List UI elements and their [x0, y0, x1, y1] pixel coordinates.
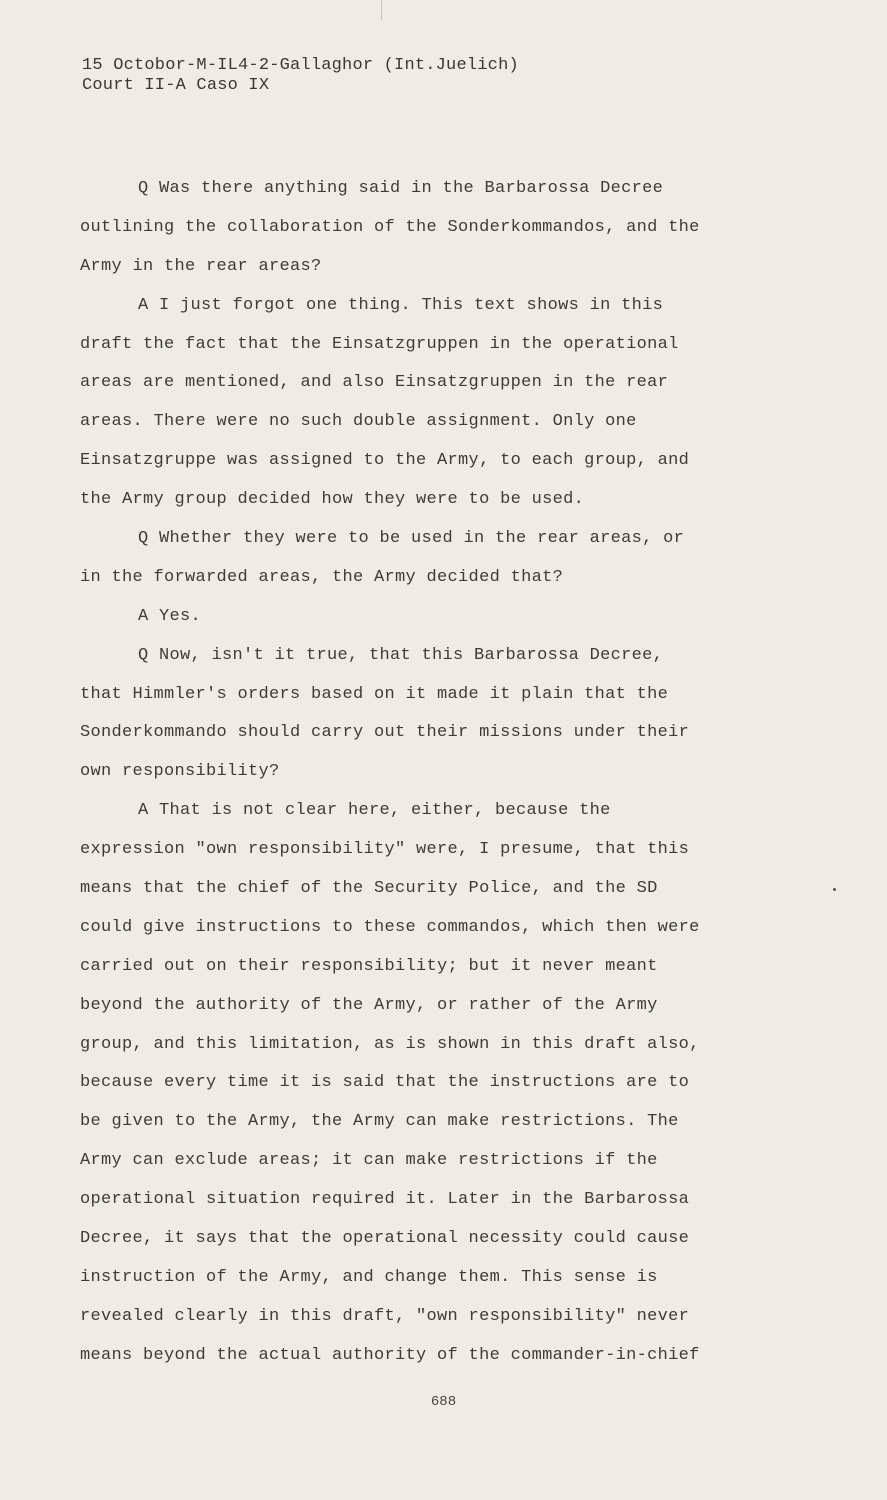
paragraph-line: means beyond the actual authority of the commander-in-chief	[80, 1345, 700, 1365]
paragraph-line: could give instructions to these commandos, which then were	[80, 917, 700, 937]
paragraph-line: in the forwarded areas, the Army decided that?	[80, 567, 564, 587]
paragraph-line: means that the chief of the Security Police, and the SD	[80, 879, 658, 899]
paragraph-first-line: Q Now, isn't it true, that this Barbarossa Decree,	[138, 645, 664, 665]
paragraph-line: beyond the authority of the Army, or rather of the Army	[80, 995, 658, 1015]
transcript-body	[80, 170, 785, 1376]
paragraph-first-line: A Yes.	[138, 606, 202, 626]
paragraph-line: Einsatzgruppe was assigned to the Army, to each group, and	[80, 451, 690, 471]
paragraph-line: that Himmler's orders based on it made it plain that the	[80, 684, 669, 704]
paragraph-first-line: A I just forgot one thing. This text shows in this	[138, 295, 664, 315]
page-number: 688	[430, 1394, 457, 1410]
paragraph-line: Decree, it says that the operational necessity could cause	[80, 1229, 690, 1249]
paper-speck	[833, 888, 836, 891]
paragraph-line: outlining the collaboration of the Sonderkommandos, and the	[80, 217, 700, 237]
paragraph-first-line: Q Was there anything said in the Barbarossa Decree	[138, 179, 664, 198]
header-line-court-case: Court II-A Caso IX	[82, 76, 270, 95]
paragraph-line: because every time it is said that the instructions are to	[80, 1073, 690, 1093]
paragraph-line: revealed clearly in this draft, "own responsibility" never	[80, 1306, 690, 1326]
header-line-date-reference: 15 Octobor-M-IL4-2-Gallaghor (Int.Juelich)	[82, 56, 519, 75]
paragraph-line: draft the fact that the Einsatzgruppen in the operational	[80, 334, 679, 354]
paragraph-line: group, and this limitation, as is shown in this draft also,	[80, 1034, 700, 1054]
paragraph-line: areas are mentioned, and also Einsatzgruppen in the rear	[80, 373, 669, 393]
paragraph-line: carried out on their responsibility; but it never meant	[80, 956, 658, 976]
paragraph-line: operational situation required it. Later in the Barbarossa	[80, 1190, 690, 1210]
paragraph-line: areas. There were no such double assignment. Only one	[80, 412, 637, 432]
paragraph-line: Army can exclude areas; it can make restrictions if the	[80, 1151, 658, 1171]
paragraph-line: own responsibility?	[80, 762, 280, 782]
paragraph-first-line: A That is not clear here, either, because the	[138, 801, 611, 821]
paragraph-first-line: Q Whether they were to be used in the rear areas, or	[138, 529, 685, 549]
paragraph-line: the Army group decided how they were to be used.	[80, 490, 585, 510]
fold-mark	[381, 0, 382, 20]
document-header	[82, 56, 519, 96]
paragraph-line: instruction of the Army, and change them. This sense is	[80, 1267, 658, 1287]
paragraph-line: expression "own responsibility" were, I presume, that this	[80, 840, 690, 860]
paragraph-line: be given to the Army, the Army can make restrictions. The	[80, 1112, 679, 1132]
paragraph-line: Army in the rear areas?	[80, 256, 322, 276]
paragraph-line: Sonderkommando should carry out their missions under their	[80, 723, 690, 743]
